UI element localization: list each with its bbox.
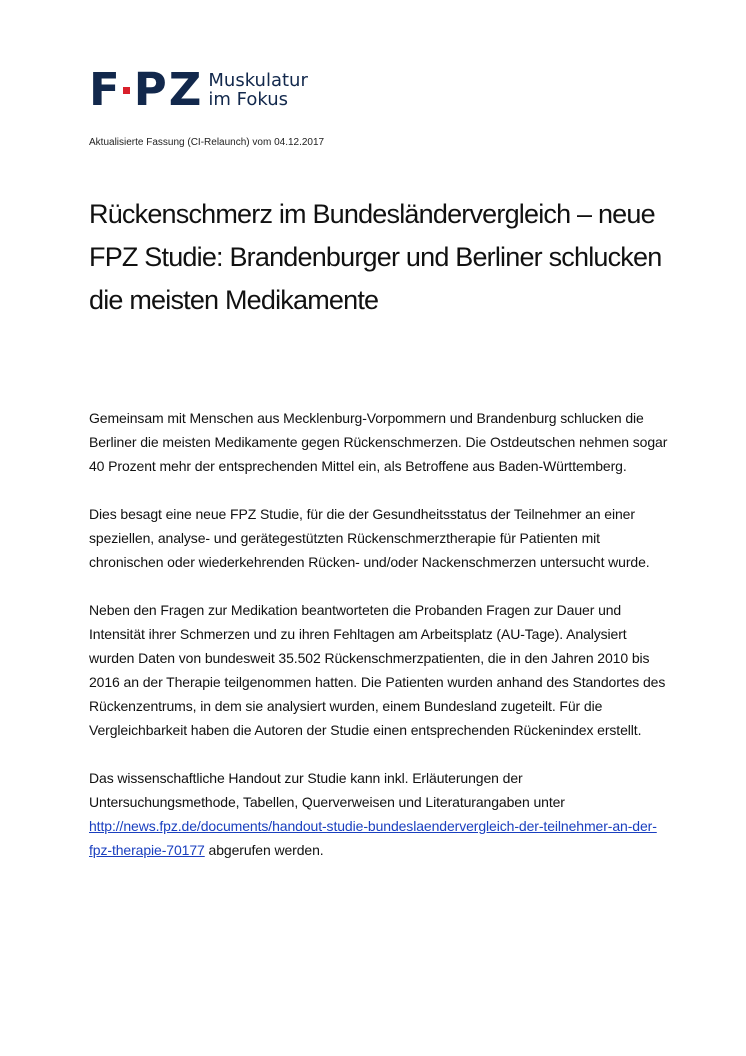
- fpz-logo-mark: [89, 63, 201, 116]
- body-paragraph-3: Neben den Fragen zur Medikation beantworteten die Probanden Fragen zur Dauer und Intensität ihrer Schmerzen und zu ihren Fehltagen am Arbeitsplatz (AU-Tage). Analysiert wurden Daten von bundesweit 35.502 Rückenschmerzpatienten, die in den Jahren 2010 bis 2016 an der Therapie teilgenommen hatten. Die Patienten wurden anhand des Standortes des Rückenzentrums, in dem sie analysiert wurden, einem Bundesland zugeteilt. Für die Vergleichbarkeit haben die Autoren der Studie einen entsprechenden Rückenindex erstellt.: [89, 602, 666, 738]
- logo-tagline-line1: Muskulatur: [208, 70, 308, 91]
- logo-letter-f: F: [89, 63, 119, 116]
- fpz-logo: [89, 63, 308, 116]
- logo-letter-z: Z: [168, 63, 201, 116]
- press-headline: Rückenschmerz im Bundesländervergleich – neue FPZ Studie: Brandenburger und Berliner schlucken die meisten Medikamente: [89, 199, 662, 315]
- press-body: [89, 406, 669, 886]
- handout-paragraph: [89, 766, 669, 862]
- body-paragraph-1: Gemeinsam mit Menschen aus Mecklenburg-Vorpommern und Brandenburg schlucken die Berliner die meisten Medikamente gegen Rückenschmerzen. Die Ostdeutschen nehmen sogar 40 Prozent mehr der entsprechenden Mittel ein, als Betroffene aus Baden-Württemberg.: [89, 410, 668, 474]
- handout-text-after: abgerufen werden.: [204, 842, 324, 858]
- logo-tagline-line2: im Fokus: [208, 89, 289, 110]
- handout-link[interactable]: http://news.fpz.de/documents/handout-studie-bundeslaendervergleich-der-teilnehmer-an-der-fpz-therapie-70177: [89, 818, 657, 858]
- logo-red-dot: [123, 87, 130, 94]
- body-paragraph-2: Dies besagt eine neue FPZ Studie, für die der Gesundheitsstatus der Teilnehmer an einer speziellen, analyse- und gerätegestützten Rückenschmerztherapie für Patienten mit chronischen oder wiederkehrenden Rücken- und/oder Nackenschmerzen untersucht wurde.: [89, 506, 650, 570]
- logo-tagline: [208, 71, 308, 109]
- version-note: Aktualisierte Fassung (CI-Relaunch) vom 04.12.2017: [89, 137, 325, 148]
- logo-letter-p: P: [133, 63, 166, 116]
- handout-text-before: Das wissenschaftliche Handout zur Studie kann inkl. Erläuterungen der Untersuchungsmethode, Tabellen, Querverweisen und Literaturangaben unter: [89, 770, 565, 810]
